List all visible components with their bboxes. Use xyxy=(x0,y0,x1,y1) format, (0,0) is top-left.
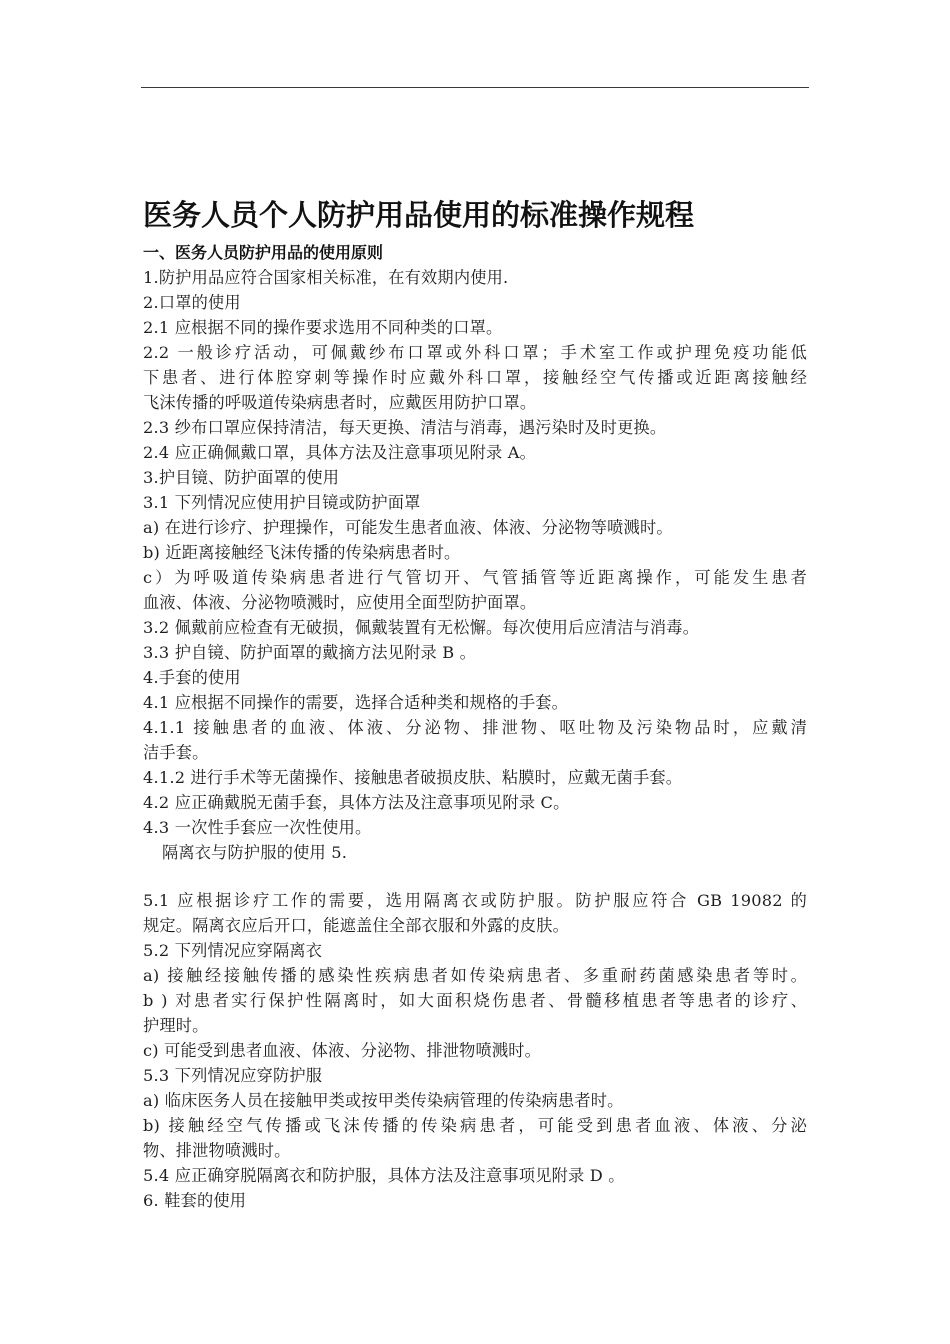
text-line: 飞沫传播的呼吸道传染病患者时，应戴医用防护口罩。 xyxy=(143,393,537,412)
text-line: 护理时。 xyxy=(143,1016,209,1035)
text-line: 血液、体液、分泌物喷溅时，应使用全面型防护面罩。 xyxy=(143,593,537,612)
text-line: 物、排泄物喷溅时。 xyxy=(143,1141,291,1160)
text-line: 4.3 一次性手套应一次性使用。 xyxy=(143,818,372,837)
text-line: 5.1 应根据诊疗工作的需要，选用隔离衣或防护服。防护服应符合 GB 19082 的 xyxy=(143,891,807,910)
text-line: 规定。隔离衣应后开口，能遮盖住全部衣服和外露的皮肤。 xyxy=(143,916,570,935)
text-line: 2.2 一般诊疗活动，可佩戴纱布口罩或外科口罩；手术室工作或护理免疫功能低 xyxy=(143,343,807,362)
text-line: 4.1.1 接触患者的血液、体液、分泌物、排泄物、呕吐物及污染物品时，应戴清 xyxy=(143,718,807,737)
text-line: 4.1 应根据不同操作的需要，选择合适种类和规格的手套。 xyxy=(143,693,568,712)
text-line: 2.口罩的使用 xyxy=(143,293,241,312)
text-line: 4.1.2 进行手术等无菌操作、接触患者破损皮肤、粘膜时，应戴无菌手套。 xyxy=(143,768,683,787)
text-line: 3.3 护自镜、防护面罩的戴摘方法见附录 B 。 xyxy=(143,643,477,662)
text-line: b) 近距离接触经飞沫传播的传染病患者时。 xyxy=(143,543,461,562)
text-line: 5.2 下列情况应穿隔离衣 xyxy=(143,941,323,960)
text-line: 3.1 下列情况应使用护目镜或防护面罩 xyxy=(143,493,421,512)
text-line: b) 接触经空气传播或飞沫传播的传染病患者，可能受到患者血液、体液、分泌 xyxy=(143,1116,807,1135)
text-line: a) 接触经接触传播的感染性疾病患者如传染病患者、多重耐药菌感染患者等时。 xyxy=(143,966,807,985)
text-line: b ) 对患者实行保护性隔离时，如大面积烧伤患者、骨髓移植患者等患者的诊疗、 xyxy=(143,991,807,1010)
text-line: 5.4 应正确穿脱隔离衣和防护服，具体方法及注意事项见附录 D 。 xyxy=(143,1166,625,1185)
text-line: c) 可能受到患者血液、体液、分泌物、排泄物喷溅时。 xyxy=(143,1041,542,1060)
text-line: c）为呼吸道传染病患者进行气管切开、气管插管等近距离操作，可能发生患者 xyxy=(143,568,807,587)
section-heading: 一、医务人员防护用品的使用原则 xyxy=(143,243,384,262)
text-line: 下患者、进行体腔穿刺等操作时应戴外科口罩，接触经空气传播或近距离接触经 xyxy=(143,368,807,387)
text-line: 隔离衣与防护服的使用 5. xyxy=(162,843,348,862)
text-line: 2.3 纱布口罩应保持清洁，每天更换、清洁与消毒，遇污染时及时更换。 xyxy=(143,418,667,437)
text-line: 2.4 应正确佩戴口罩，具体方法及注意事项见附录 A。 xyxy=(143,443,537,462)
text-line: 洁手套。 xyxy=(143,743,209,762)
document-title: 医务人员个人防护用品使用的标准操作规程 xyxy=(143,198,695,232)
text-line: a) 临床医务人员在接触甲类或按甲类传染病管理的传染病患者时。 xyxy=(143,1091,624,1110)
text-line: 3.护目镜、防护面罩的使用 xyxy=(143,468,340,487)
text-line: a) 在进行诊疗、护理操作，可能发生患者血液、体液、分泌物等喷溅时。 xyxy=(143,518,673,537)
text-line: 5.3 下列情况应穿防护服 xyxy=(143,1066,323,1085)
text-line: 6. 鞋套的使用 xyxy=(143,1191,247,1210)
text-line: 3.2 佩戴前应检查有无破损，佩戴装置有无松懈。每次使用后应清洁与消毒。 xyxy=(143,618,700,637)
text-line: 2.1 应根据不同的操作要求选用不同种类的口罩。 xyxy=(143,318,503,337)
text-line: 4.2 应正确戴脱无菌手套，具体方法及注意事项见附录 C。 xyxy=(143,793,570,812)
text-line: 1.防护用品应符合国家相关标准，在有效期内使用. xyxy=(143,268,509,287)
text-line: 4.手套的使用 xyxy=(143,668,241,687)
